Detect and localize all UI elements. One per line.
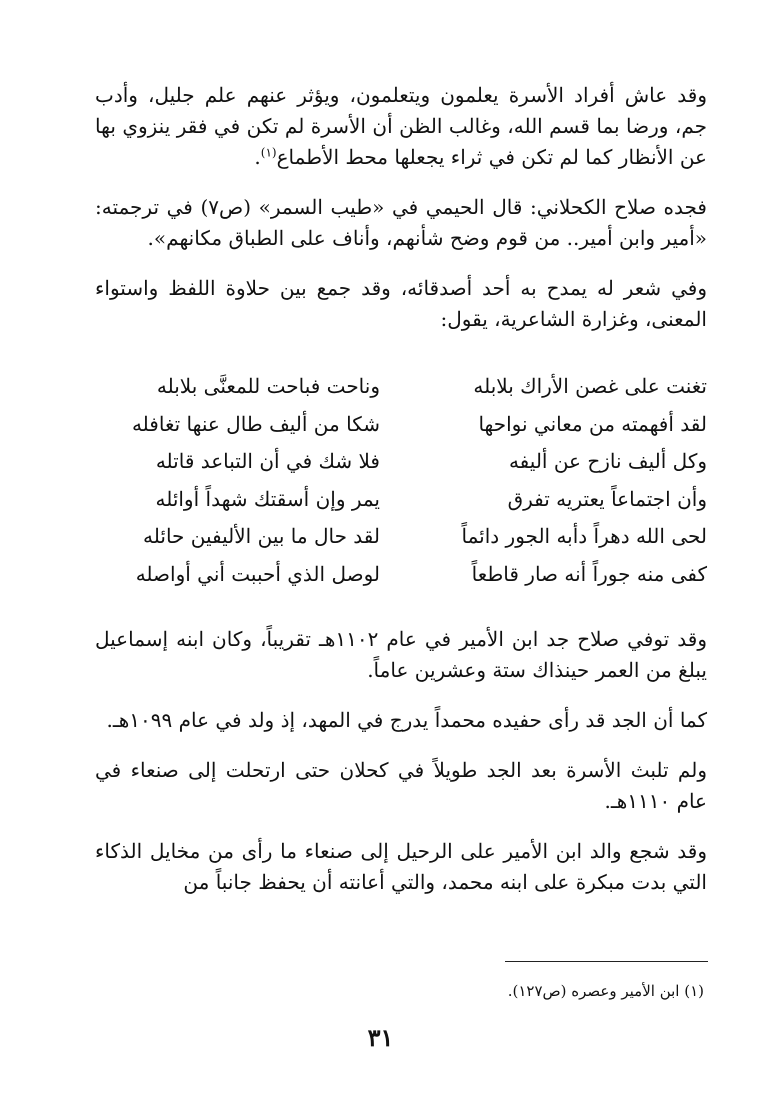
paragraph: وقد عاش أفراد الأسرة يعلمون ويتعلمون، ويؤثر عنهم علم جليل، وأدب جم، ورضا بما قسم الله، وغالب الظن أن الأسرة لم تكن في فقر ينزوي بها عن الأنظار كما لم تكن في ثراء يجعلها محط الأطماع$^{(١)}$. bbox=[95, 83, 707, 169]
page-number: ٣١ bbox=[367, 1023, 394, 1052]
paragraph: فجده صلاح الكحلاني: قال الحيمي في «طيب السمر» (ص٧) في ترجمته: «أمير وابن أمير.. من قوم وضح شأنهم، وأناف على الطباق مكانهم». bbox=[95, 195, 707, 250]
verse-first-hemistich: وأن اجتماعاً يعتريه تفرق bbox=[507, 486, 707, 511]
poem-verse bbox=[95, 406, 707, 444]
verse-second-hemistich: لقد حال ما بين الأليفين حائله bbox=[143, 524, 380, 548]
paragraph: وقد توفي صلاح جد ابن الأمير في عام ١١٠٢هـ تقريباً، وكان ابنه إسماعيل يبلغ من العمر حينذاك ستة وعشرين عاماً. bbox=[95, 627, 707, 682]
verse-second-hemistich: شكا من أليف طال عنها تغافله bbox=[131, 411, 380, 436]
poem-verse bbox=[95, 443, 707, 481]
paragraph: ولم تلبث الأسرة بعد الجد طويلاً في كحلان حتى ارتحلت إلى صنعاء في عام ١١١٠هـ. bbox=[95, 758, 707, 813]
verse-first-hemistich: لحى الله دهراً دأبه الجور دائماً bbox=[461, 524, 707, 548]
paragraph: وفي شعر له يمدح به أحد أصدقائه، وقد جمع بين حلاوة اللفظ واستواء المعنى، وغزارة الشاعرية، يقول: bbox=[95, 276, 707, 331]
poem bbox=[95, 368, 707, 593]
poem-verse bbox=[95, 368, 707, 406]
page-body bbox=[95, 80, 707, 917]
verse-second-hemistich: لوصل الذي أحببت أني أواصله bbox=[135, 561, 380, 586]
poem-verse bbox=[95, 556, 707, 594]
footnote-marker[interactable]: (١) bbox=[260, 145, 277, 160]
paragraph: وقد شجع والد ابن الأمير على الرحيل إلى صنعاء ما رأى من مخايل الذكاء التي بدت مبكرة على ابنه محمد، والتي أعانته أن يحفظ جانباً من bbox=[95, 839, 707, 894]
verse-first-hemistich: تغنت على غصن الأراك بلابله bbox=[473, 374, 707, 398]
paragraph: كما أن الجد قد رأى حفيده محمداً يدرج في المهد، إذ ولد في عام ١٠٩٩هـ. bbox=[106, 708, 707, 732]
verse-second-hemistich: فلا شك في أن التباعد قاتله bbox=[155, 449, 380, 473]
verse-second-hemistich: وناحت فباحت للمعنَّى بلابله bbox=[156, 374, 380, 398]
verse-first-hemistich: كفى منه جوراً أنه صار قاطعاً bbox=[471, 561, 707, 586]
poem-verse bbox=[95, 518, 707, 556]
verse-first-hemistich: وكل أليف نازح عن أليفه bbox=[508, 449, 707, 473]
verse-second-hemistich: يمر وإن أسقتك شهداً أوائله bbox=[155, 486, 380, 511]
verse-first-hemistich: لقد أفهمته من معاني نواحها bbox=[478, 411, 707, 436]
poem-verse bbox=[95, 481, 707, 519]
footnote-divider bbox=[505, 961, 708, 962]
footnote: (١) ابن الأمير وعصره (ص١٢٧). bbox=[507, 982, 704, 1000]
